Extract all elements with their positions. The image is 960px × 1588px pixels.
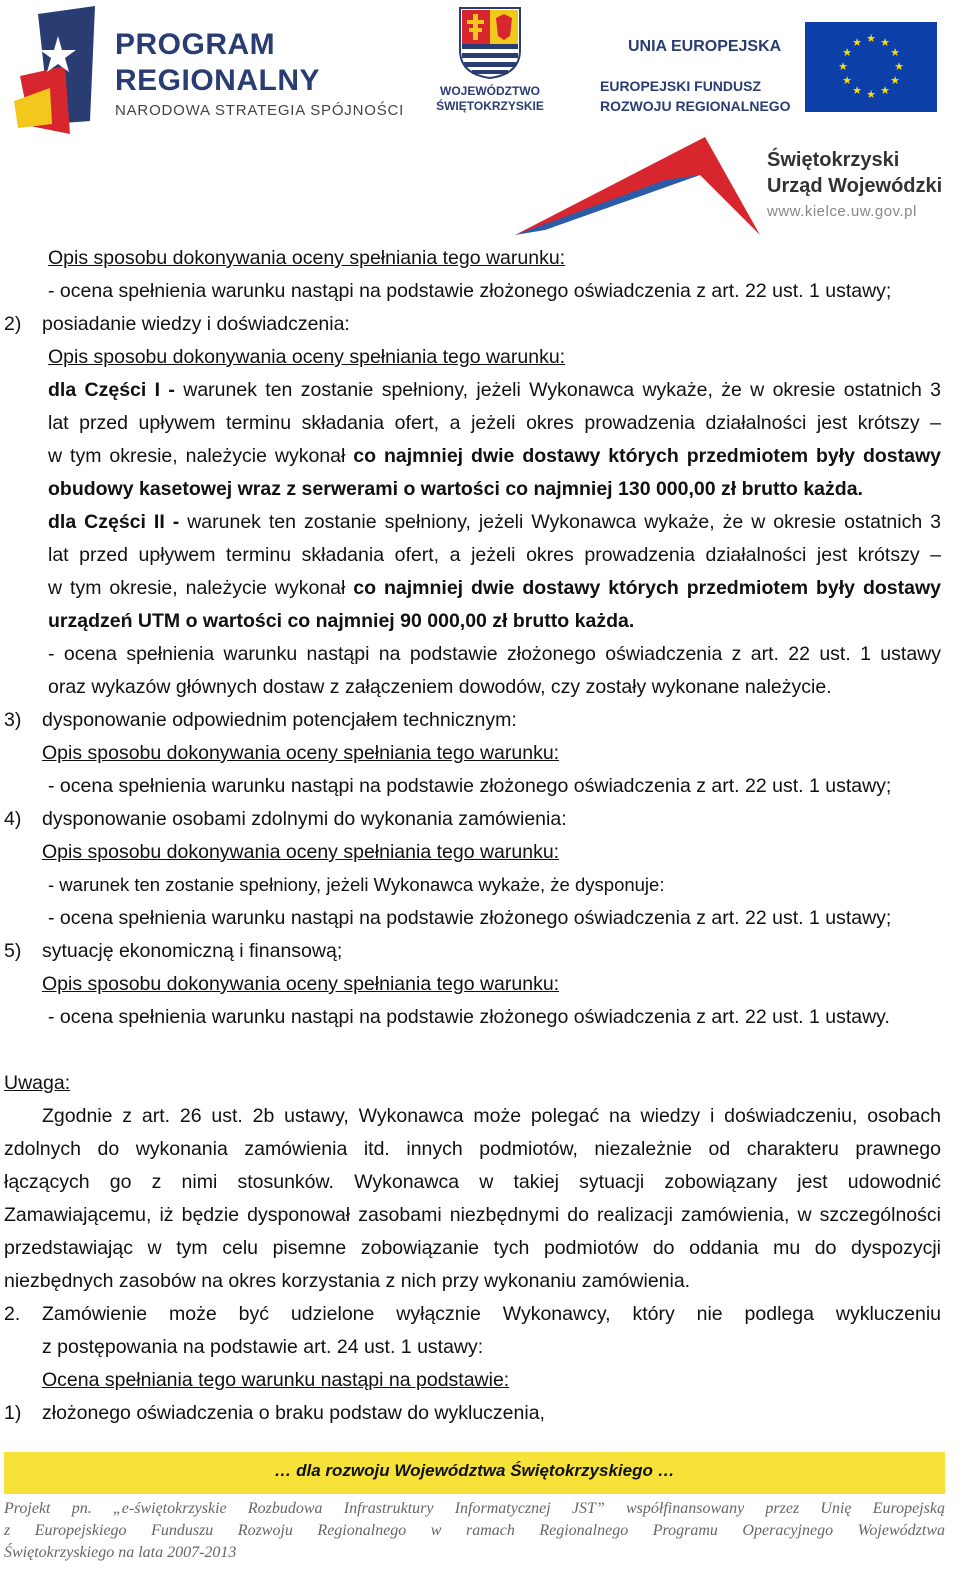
eu-flag-icon: [805, 22, 937, 112]
opis-heading-5: Opis sposobu dokonywania oceny spełniania tego warunku:: [42, 973, 560, 995]
item-5-number: 5): [4, 940, 22, 962]
wojewodztwo-logo: [430, 6, 550, 121]
urzad-wojewodzki-logo: [515, 135, 955, 240]
footer-slogan-band: [4, 1452, 945, 1494]
svg-text:★: ★: [838, 60, 848, 73]
czesc-2-line-4: urządzeń UTM o wartości co najmniej 90 000,00 zł brutto każda.: [48, 610, 635, 632]
item-3-title: dysponowanie odpowiednim potencjałem technicznym:: [42, 709, 517, 731]
footer-note-line-2: z Europejskiego Funduszu Rozwoju Regionalnego w ramach Regionalnego Programu Operacyjnego Województwa: [4, 1522, 945, 1539]
ocena-line-1: - ocena spełnienia warunku nastąpi na podstawie złożonego oświadczenia z art. 22 ust. 1 ustawy;: [48, 280, 892, 302]
opis-heading-2: Opis sposobu dokonywania oceny spełniania tego warunku:: [48, 346, 566, 368]
subpoint-1-text: złożonego oświadczenia o braku podstaw do wykluczenia,: [42, 1402, 545, 1424]
item-4-title: dysponowanie osobami zdolnymi do wykonania zamówienia:: [42, 808, 567, 830]
urzad-logo-line2: Urząd Wojewódzki: [767, 175, 943, 197]
program-regionalny-emblem: [10, 6, 110, 136]
svg-text:★: ★: [894, 60, 904, 73]
eu-logo-line2: ROZWOJU REGIONALNEGO: [600, 98, 791, 114]
point-2-number: 2.: [4, 1303, 21, 1325]
page-header: [0, 0, 960, 240]
eu-logo: [600, 20, 950, 120]
czesc-2-line-2: lat przed upływem terminu składania ofert, a jeżeli okres prowadzenia działalności jest krótszy –: [48, 544, 941, 566]
program-logo-line1: PROGRAM: [115, 28, 276, 61]
svg-text:★: ★: [880, 84, 890, 97]
wojewodztwo-line1: WOJEWÓDZTWO: [440, 84, 540, 98]
item-2-title: posiadanie wiedzy i doświadczenia:: [42, 313, 350, 335]
czesc-1-label: dla Części I -: [48, 379, 175, 401]
czesc-1-text: warunek ten zostanie spełniony, jeżeli Wykonawca wykaże, że w okresie ostatnich 3: [183, 379, 942, 401]
uwaga-paragraph-line-2: zdolnych do wykonania zamówienia itd. innych podmiotów, niezależnie od charakteru prawnego: [4, 1138, 941, 1160]
ocena-line-5: - ocena spełnienia warunku nastąpi na podstawie złożonego oświadczenia z art. 22 ust. 1 ustawy.: [48, 1006, 890, 1028]
czesc-1-line-3-bold: co najmniej dwie dostawy których przedmiotem były dostawy: [353, 445, 941, 467]
svg-text:★: ★: [890, 46, 900, 59]
svg-text:★: ★: [890, 74, 900, 87]
item-4-number: 4): [4, 808, 22, 830]
uwaga-paragraph-line-3: łączących go z nimi stosunków. Wykonawca w takiej sytuacji zobowiązany jest udowodnić: [4, 1171, 941, 1193]
uwaga-paragraph-line-5: przedstawiając w tym celu pisemne zobowiązanie tych podmiotów do oddania mu do dyspozycji: [4, 1237, 941, 1259]
svg-text:★: ★: [852, 36, 862, 49]
ocena-line-3: - ocena spełnienia warunku nastąpi na podstawie złożonego oświadczenia z art. 22 ust. 1 ustawy;: [48, 775, 892, 797]
item-3-number: 3): [4, 709, 22, 731]
mountain-peaks-icon: [515, 135, 765, 240]
coat-of-arms-icon: [458, 6, 522, 80]
eu-logo-title: UNIA EUROPEJSKA: [628, 38, 782, 55]
svg-text:★: ★: [866, 32, 876, 45]
urzad-logo-url: www.kielce.uw.gov.pl: [767, 203, 917, 220]
urzad-logo-line1: Świętokrzyski: [767, 149, 900, 171]
svg-text:★: ★: [852, 84, 862, 97]
czesc-2-line-3: [48, 572, 941, 605]
uwaga-heading: Uwaga:: [4, 1072, 71, 1094]
item-2-number: 2): [4, 313, 22, 335]
czesc-1-line-3: [48, 440, 941, 473]
opis-heading-1: Opis sposobu dokonywania oceny spełniania tego warunku:: [48, 247, 566, 269]
opis-heading-3: Opis sposobu dokonywania oceny spełniania tego warunku:: [42, 742, 560, 764]
item-5-title: sytuację ekonomiczną i finansową;: [42, 940, 343, 962]
ocena-heading: Ocena spełniania tego warunku nastąpi na podstawie:: [42, 1369, 510, 1391]
wojewodztwo-logo-text: [430, 84, 550, 114]
footer-note-line-3: Świętokrzyskiego na lata 2007-2013: [4, 1544, 237, 1561]
ocena-line-4: - ocena spełnienia warunku nastąpi na podstawie złożonego oświadczenia z art. 22 ust. 1 ustawy;: [48, 907, 892, 929]
czesc-1-line-4: obudowy kasetowej wraz z serwerami o wartości co najmniej 130 000,00 zł brutto każda.: [48, 478, 863, 500]
wojewodztwo-line2: ŚWIĘTOKRZYSKIE: [436, 99, 544, 113]
svg-text:★: ★: [842, 74, 852, 87]
program-logo-line2: REGIONALNY: [115, 64, 321, 97]
czesc-2-label: dla Części II -: [48, 511, 180, 533]
warunek-line-4: - warunek ten zostanie spełniony, jeżeli Wykonawca wykaże, że dysponuje:: [48, 874, 665, 895]
czesc-2-line-3-bold: co najmniej dwie dostawy których przedmiotem były dostawy: [353, 577, 941, 599]
svg-text:★: ★: [866, 88, 876, 101]
czesc-2-line-1: [48, 506, 941, 539]
uwaga-paragraph-line-6: niezbędnych zasobów na okres korzystania z nich przy wykonaniu zamówienia.: [4, 1270, 691, 1292]
czesc-1-line-3-text: w tym okresie, należycie wykonał: [48, 445, 346, 467]
czesc-2-text: warunek ten zostanie spełniony, jeżeli Wykonawca wykaże, że w okresie ostatnich 3: [187, 511, 941, 533]
czesc-1-line-1: [48, 374, 941, 407]
footer-note-line-1: Projekt pn. „e-świętokrzyskie Rozbudowa Infrastruktury Informatycznej JST” współfinansowany przez Unię Europejską: [4, 1500, 945, 1517]
svg-text:★: ★: [842, 46, 852, 59]
ocena-line-2: - ocena spełnienia warunku nastąpi na podstawie złożonego oświadczenia z art. 22 ust. 1 ustawy: [48, 643, 941, 665]
svg-text:★: ★: [880, 36, 890, 49]
opis-heading-4: Opis sposobu dokonywania oceny spełniania tego warunku:: [42, 841, 560, 863]
uwaga-paragraph-line-1: Zgodnie z art. 26 ust. 2b ustawy, Wykonawca może polegać na wiedzy i doświadczeniu, osobach: [42, 1105, 941, 1127]
ocena-line-2-cont: oraz wykazów głównych dostaw z załączeniem dowodów, czy zostały wykonane należycie.: [48, 676, 832, 698]
eu-logo-line1: EUROPEJSKI FUNDUSZ: [600, 78, 762, 94]
program-logo-subtitle: NARODOWA STRATEGIA SPÓJNOŚCI: [115, 102, 405, 119]
czesc-1-line-2: lat przed upływem terminu składania ofert, a jeżeli okres prowadzenia działalności jest krótszy –: [48, 412, 941, 434]
point-2-line-1: Zamówienie może być udzielone wyłącznie Wykonawcy, który nie podlega wykluczeniu: [42, 1303, 941, 1325]
subpoint-1-number: 1): [4, 1402, 22, 1424]
point-2-line-2: z postępowania na podstawie art. 24 ust. 1 ustawy:: [42, 1336, 484, 1358]
program-regionalny-logo: [10, 6, 405, 136]
uwaga-paragraph-line-4: Zamawiającemu, iż będzie dysponował zasobami niezbędnymi do realizacji zamówienia, w szczególności: [4, 1204, 941, 1226]
footer-slogan: … dla rozwoju Województwa Świętokrzyskiego …: [274, 1461, 675, 1480]
czesc-2-line-3-text: w tym okresie, należycie wykonał: [48, 577, 346, 599]
